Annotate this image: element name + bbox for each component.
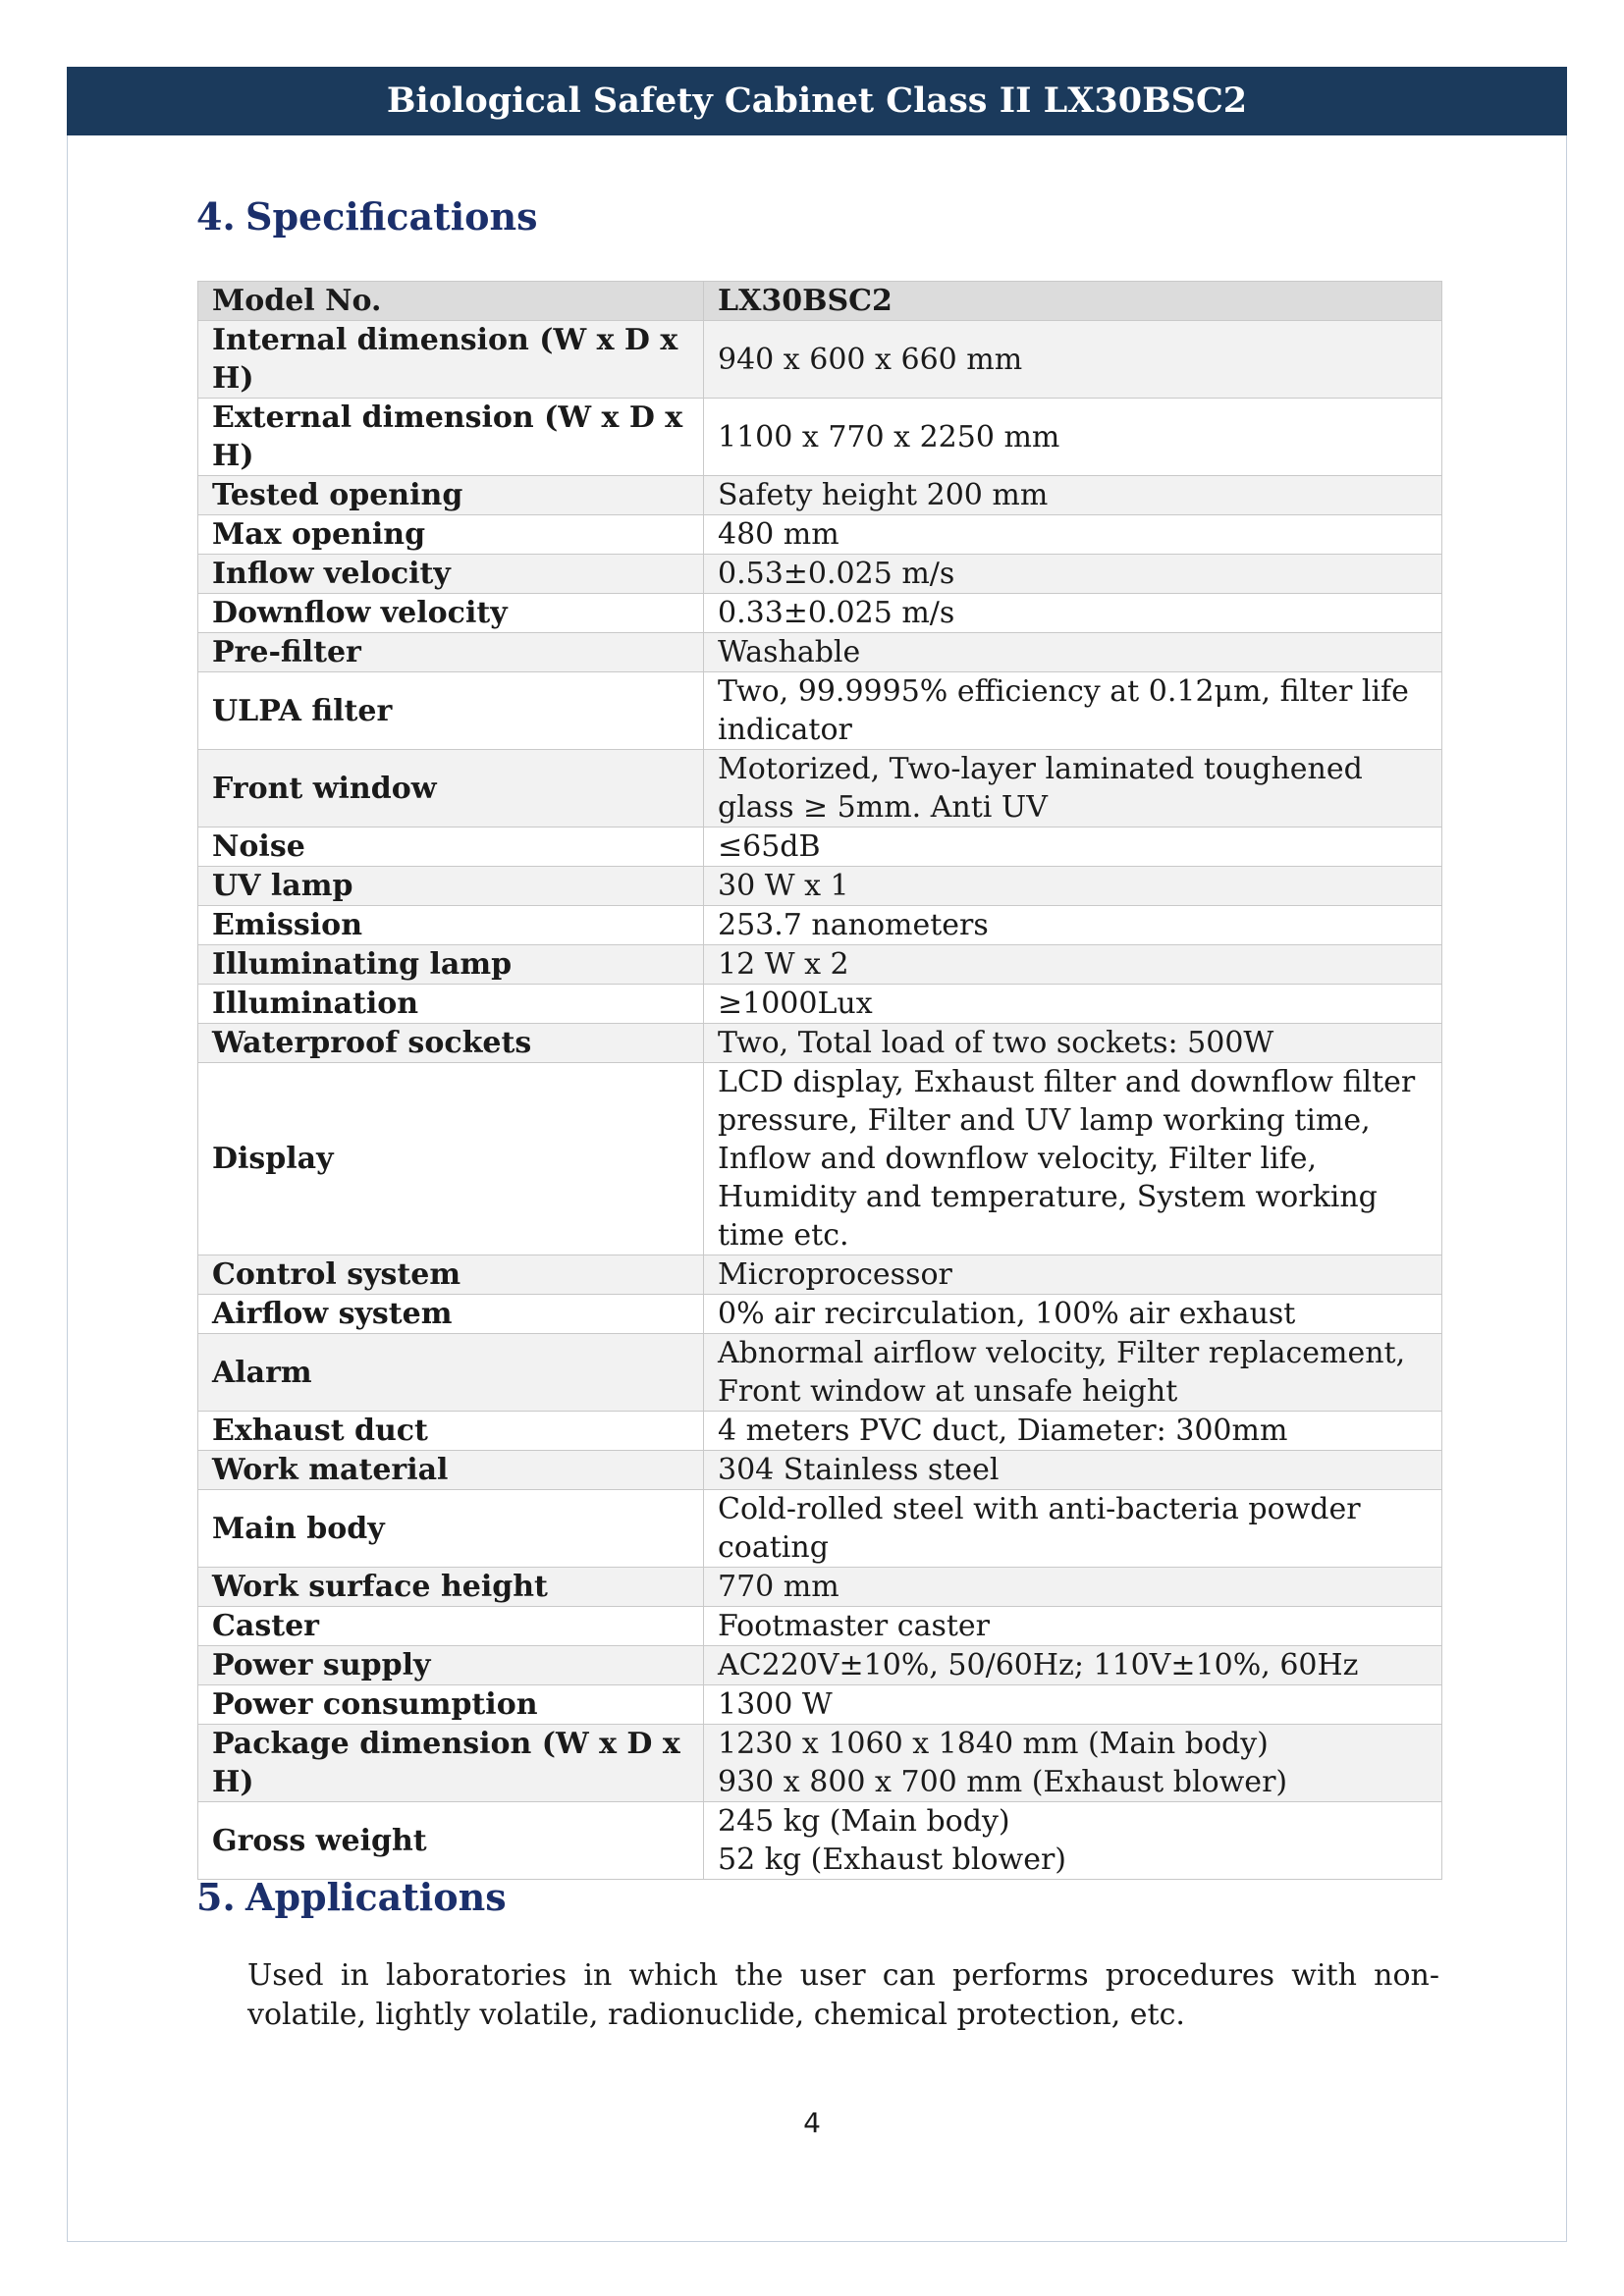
spec-value-cell: Motorized, Two-layer laminated toughened glass ≥ 5mm. Anti UV — [704, 750, 1442, 828]
table-row — [198, 1646, 1442, 1685]
spec-value-line: 1230 x 1060 x 1840 mm (Main body) — [718, 1727, 1269, 1761]
spec-value-cell: 253.7 nanometers — [704, 906, 1442, 945]
spec-label-cell: Airflow system — [198, 1295, 704, 1334]
table-row — [198, 867, 1442, 906]
spec-value-cell: 770 mm — [704, 1568, 1442, 1607]
table-row — [198, 1295, 1442, 1334]
header-label-cell: Model No. — [198, 282, 704, 321]
table-row — [198, 1568, 1442, 1607]
table-row — [198, 399, 1442, 476]
spec-label-cell: Caster — [198, 1607, 704, 1646]
spec-value-cell: Two, 99.9995% efficiency at 0.12μm, filter life indicator — [704, 672, 1442, 750]
spec-label-cell: Package dimension (W x D x H) — [198, 1725, 704, 1802]
spec-label-cell: Work material — [198, 1451, 704, 1490]
applications-text: Used in laboratories in which the user can performs procedures with non-volatile, lightly volatile, radionuclide, chemical protection, etc. — [247, 1958, 1439, 2032]
spec-label-cell: Power supply — [198, 1646, 704, 1685]
spec-label-cell: Exhaust duct — [198, 1412, 704, 1451]
spec-label-cell: Tested opening — [198, 476, 704, 515]
spec-label-cell: Power consumption — [198, 1685, 704, 1725]
spec-value-cell: 940 x 600 x 660 mm — [704, 321, 1442, 399]
table-row — [198, 1024, 1442, 1063]
table-row — [198, 1063, 1442, 1255]
spec-label-cell: Front window — [198, 750, 704, 828]
section-number: 5. — [196, 1875, 236, 1919]
spec-value-cell: 0.53±0.025 m/s — [704, 555, 1442, 594]
table-row — [198, 476, 1442, 515]
table-row — [198, 1490, 1442, 1568]
spec-value-cell: Safety height 200 mm — [704, 476, 1442, 515]
table-row — [198, 906, 1442, 945]
spec-label-cell: Main body — [198, 1490, 704, 1568]
spec-label-cell: ULPA filter — [198, 672, 704, 750]
spec-label-cell: Illumination — [198, 985, 704, 1024]
spec-label-cell: Downflow velocity — [198, 594, 704, 633]
document-header: Biological Safety Cabinet Class II LX30BSC2 — [67, 67, 1567, 135]
table-row — [198, 515, 1442, 555]
spec-value-cell: 30 W x 1 — [704, 867, 1442, 906]
table-row — [198, 321, 1442, 399]
section-title: Applications — [245, 1875, 507, 1919]
spec-label-cell: Noise — [198, 828, 704, 867]
spec-value-cell: 12 W x 2 — [704, 945, 1442, 985]
spec-value-line: 245 kg (Main body) — [718, 1804, 1010, 1839]
spec-value-cell: Cold-rolled steel with anti-bacteria powder coating — [704, 1490, 1442, 1568]
specifications-heading — [196, 194, 538, 239]
table-row — [198, 945, 1442, 985]
table-row — [198, 985, 1442, 1024]
spec-value-cell: AC220V±10%, 50/60Hz; 110V±10%, 60Hz — [704, 1646, 1442, 1685]
spec-value-cell: 1300 W — [704, 1685, 1442, 1725]
table-row — [198, 1725, 1442, 1802]
applications-heading — [196, 1875, 507, 1919]
spec-label-cell: Illuminating lamp — [198, 945, 704, 985]
spec-value-cell: 0% air recirculation, 100% air exhaust — [704, 1295, 1442, 1334]
spec-value-cell: 304 Stainless steel — [704, 1451, 1442, 1490]
section-title: Specifications — [245, 194, 538, 239]
spec-value-cell: 4 meters PVC duct, Diameter: 300mm — [704, 1412, 1442, 1451]
spec-value-cell: 0.33±0.025 m/s — [704, 594, 1442, 633]
spec-value-cell: 1100 x 770 x 2250 mm — [704, 399, 1442, 476]
table-row — [198, 594, 1442, 633]
spec-label-cell: Pre-filter — [198, 633, 704, 672]
table-row — [198, 1255, 1442, 1295]
spec-label-cell: Display — [198, 1063, 704, 1255]
table-row — [198, 633, 1442, 672]
spec-value-cell: ≥1000Lux — [704, 985, 1442, 1024]
spec-value-cell: Footmaster caster — [704, 1607, 1442, 1646]
spec-label-cell: Internal dimension (W x D x H) — [198, 321, 704, 399]
spec-value-line: 52 kg (Exhaust blower) — [718, 1842, 1067, 1877]
spec-label-cell: Waterproof sockets — [198, 1024, 704, 1063]
spec-value-cell — [704, 1725, 1442, 1802]
table-row — [198, 1802, 1442, 1880]
spec-value-line: 930 x 800 x 700 mm (Exhaust blower) — [718, 1765, 1288, 1799]
spec-value-cell: Microprocessor — [704, 1255, 1442, 1295]
specifications-table — [197, 281, 1442, 1880]
table-row — [198, 1607, 1442, 1646]
section-number: 4. — [196, 194, 236, 239]
spec-label-cell: Work surface height — [198, 1568, 704, 1607]
page-number: 4 — [803, 2107, 821, 2139]
spec-value-cell: 480 mm — [704, 515, 1442, 555]
table-row — [198, 1334, 1442, 1412]
table-row — [198, 750, 1442, 828]
spec-label-cell: Alarm — [198, 1334, 704, 1412]
spec-label-cell: Inflow velocity — [198, 555, 704, 594]
spec-label-cell: Gross weight — [198, 1802, 704, 1880]
spec-value-cell: ≤65dB — [704, 828, 1442, 867]
spec-value-cell: Abnormal airflow velocity, Filter replacement, Front window at unsafe height — [704, 1334, 1442, 1412]
spec-label-cell: Control system — [198, 1255, 704, 1295]
table-row — [198, 1685, 1442, 1725]
spec-value-cell: LCD display, Exhaust filter and downflow filter pressure, Filter and UV lamp working time, Inflow and downflow velocity, Filter life, Humidity and temperature, System working time etc. — [704, 1063, 1442, 1255]
table-row — [198, 1451, 1442, 1490]
table-row — [198, 828, 1442, 867]
spec-label-cell: External dimension (W x D x H) — [198, 399, 704, 476]
table-row — [198, 672, 1442, 750]
table-row — [198, 1412, 1442, 1451]
spec-value-cell — [704, 1802, 1442, 1880]
table-header-row — [198, 282, 1442, 321]
header-value-cell: LX30BSC2 — [704, 282, 1442, 321]
table-row — [198, 555, 1442, 594]
spec-label-cell: UV lamp — [198, 867, 704, 906]
spec-value-cell: Washable — [704, 633, 1442, 672]
spec-label-cell: Emission — [198, 906, 704, 945]
spec-label-cell: Max opening — [198, 515, 704, 555]
spec-value-cell: Two, Total load of two sockets: 500W — [704, 1024, 1442, 1063]
